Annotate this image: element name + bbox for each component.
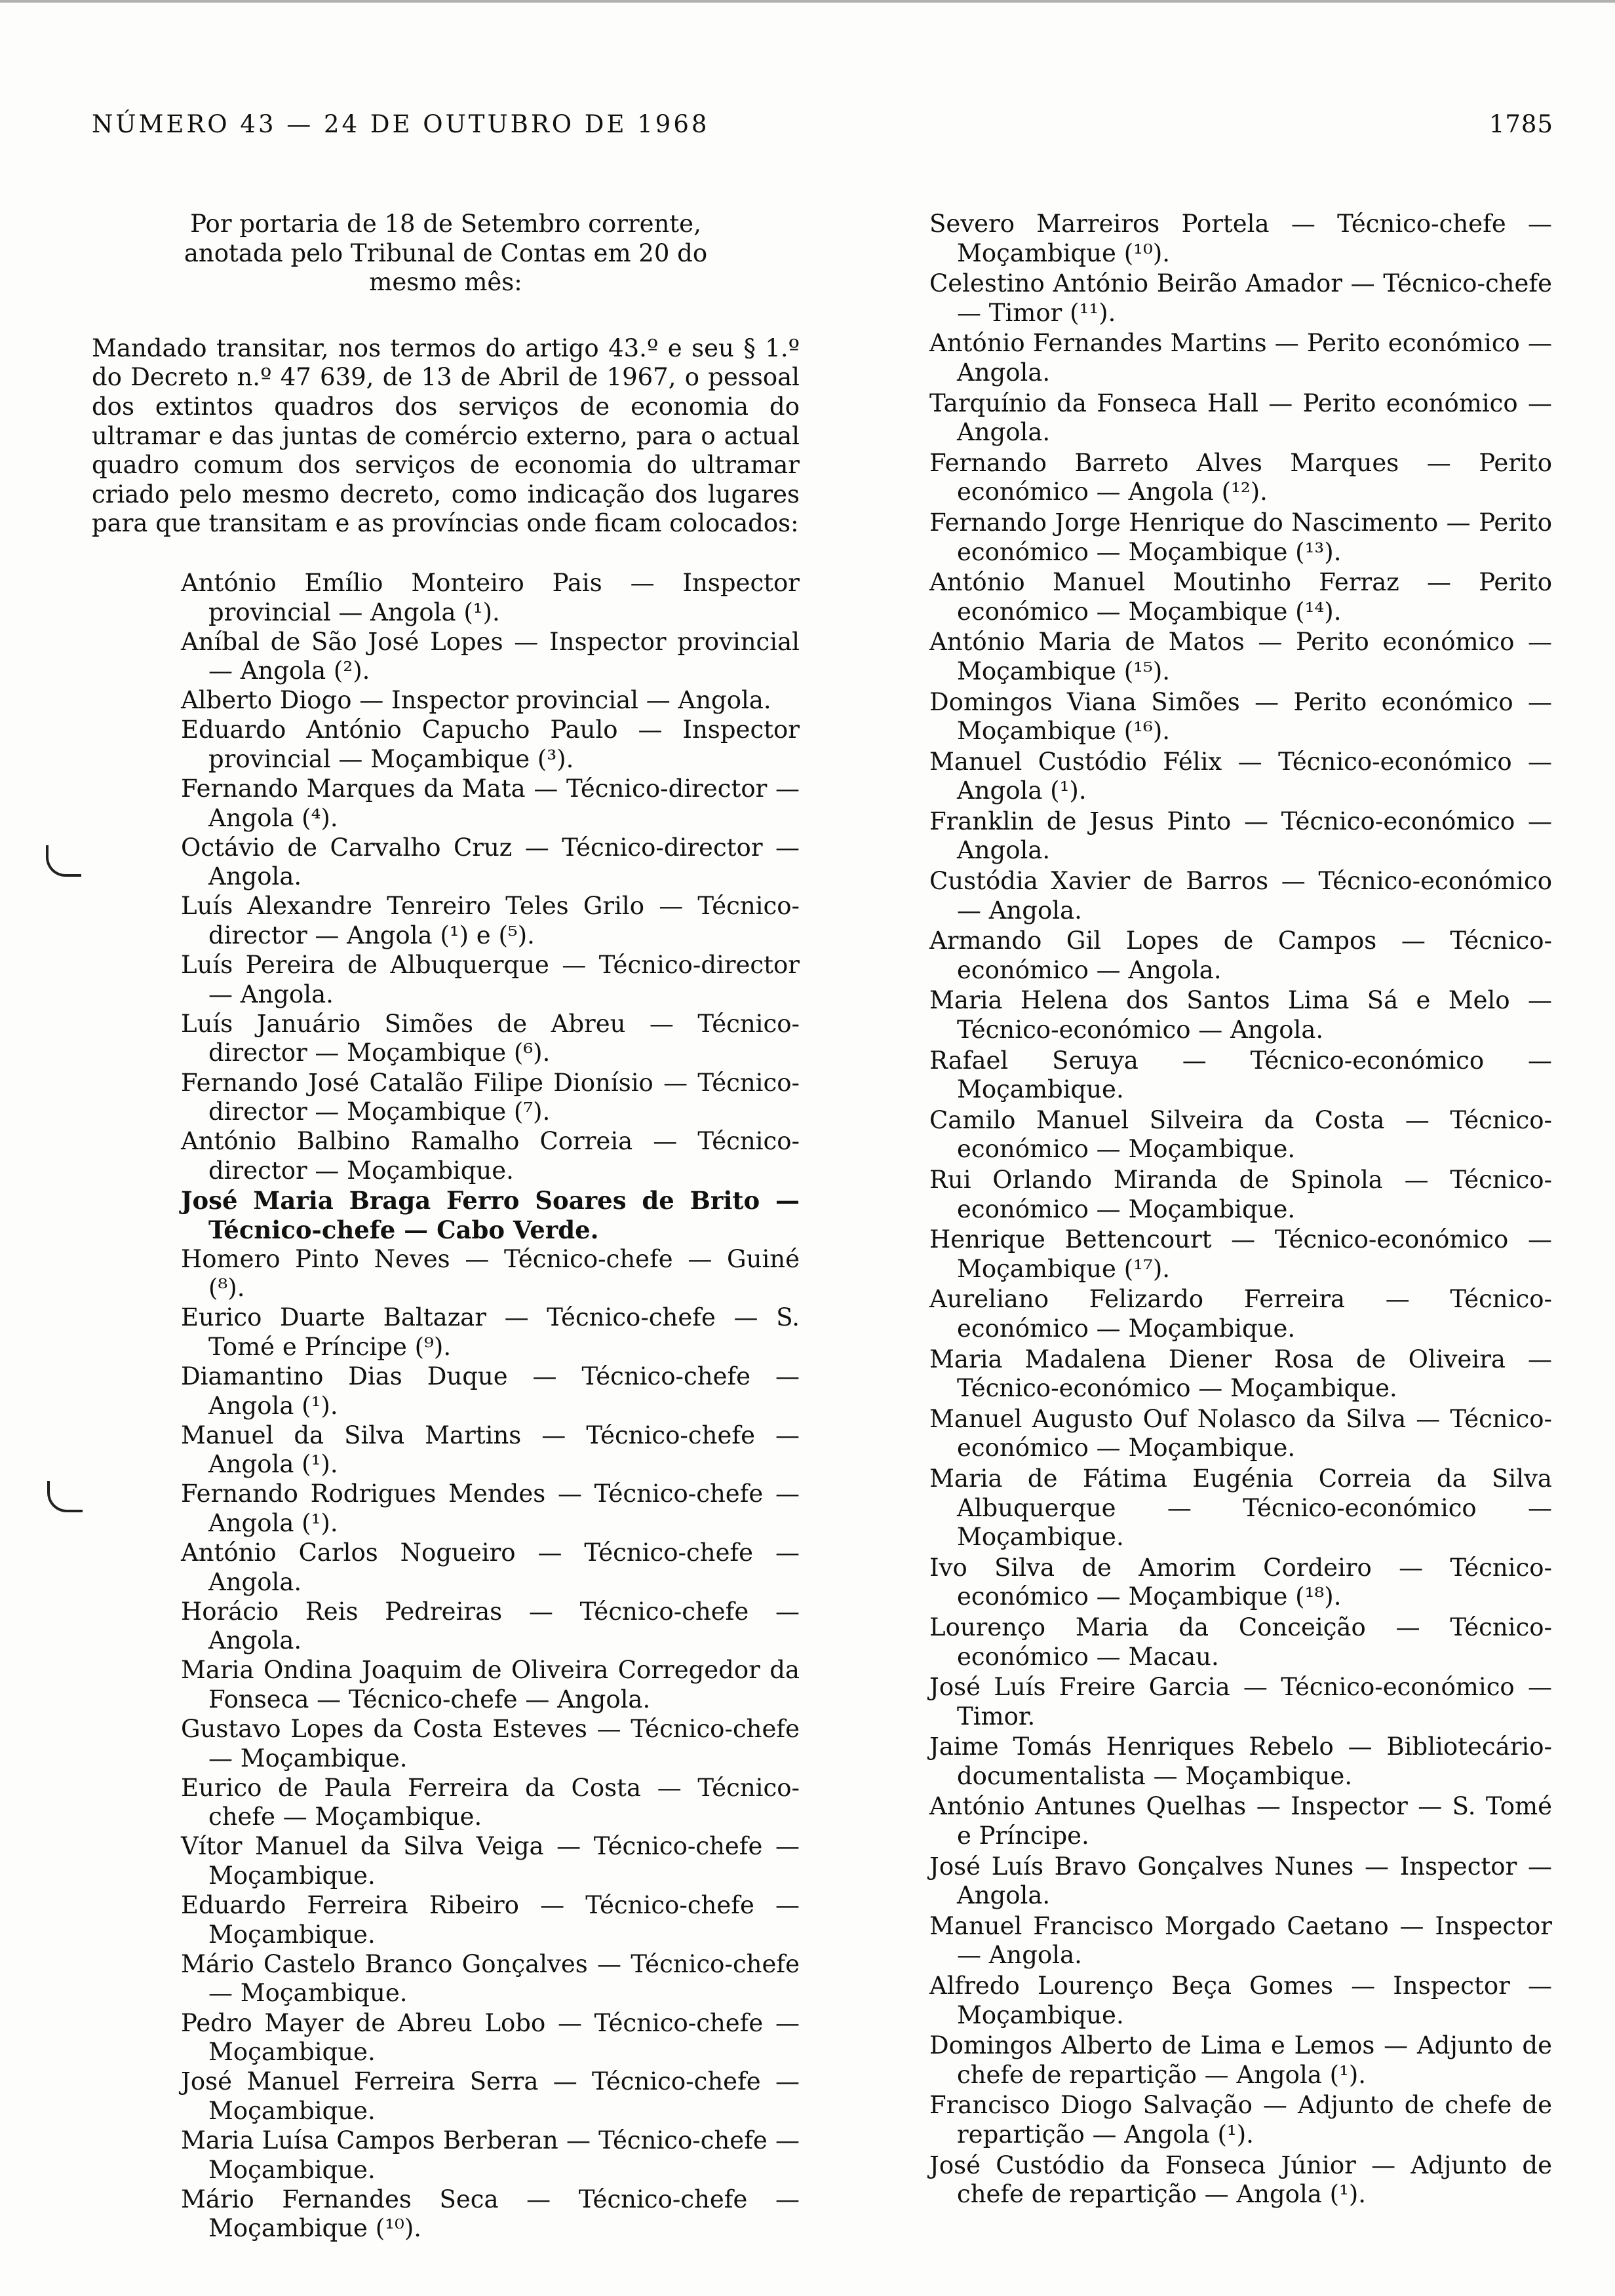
list-item: António Carlos Nogueiro — Técnico-chefe — Angola. xyxy=(181,1539,800,1596)
list-item: Mário Castelo Branco Gonçalves — Técnico-chefe — Moçambique. xyxy=(181,1949,800,2008)
list-item: Manuel Custódio Félix — Técnico-económico — Angola (¹). xyxy=(929,747,1552,805)
list-item: José Luís Freire Garcia — Técnico-económico — Timor. xyxy=(929,1673,1552,1731)
list-item: Domingos Alberto de Lima e Lemos — Adjunto de chefe de repartição — Angola (¹). xyxy=(929,2031,1552,2089)
list-item: Tarquínio da Fonseca Hall — Perito económico — Angola. xyxy=(929,389,1552,447)
list-item: Vítor Manuel da Silva Veiga — Técnico-chefe — Moçambique. xyxy=(181,1832,800,1890)
left-column xyxy=(92,210,800,2244)
list-item: Franklin de Jesus Pinto — Técnico-económico — Angola. xyxy=(929,807,1552,865)
list-item: José Custódio da Fonseca Júnior — Adjunto de chefe de repartição — Angola (¹). xyxy=(929,2151,1552,2209)
list-item: Manuel da Silva Martins — Técnico-chefe — Angola (¹). xyxy=(181,1421,800,1479)
list-item: António Manuel Moutinho Ferraz — Perito económico — Moçambique (¹⁴). xyxy=(929,568,1552,626)
list-item: Gustavo Lopes da Costa Esteves — Técnico-chefe — Moçambique. xyxy=(181,1715,800,1772)
list-item: António Antunes Quelhas — Inspector — S. Tomé e Príncipe. xyxy=(929,1792,1552,1850)
list-item: Lourenço Maria da Conceição — Técnico-económico — Macau. xyxy=(929,1613,1552,1671)
list-item: Manuel Augusto Ouf Nolasco da Silva — Técnico-económico — Moçambique. xyxy=(929,1404,1552,1463)
list-item: Mário Fernandes Seca — Técnico-chefe — Moçambique (¹⁰). xyxy=(181,2185,800,2243)
list-item: Armando Gil Lopes de Campos — Técnico-económico — Angola. xyxy=(929,927,1552,984)
list-item: José Luís Bravo Gonçalves Nunes — Inspector — Angola. xyxy=(929,1852,1552,1910)
list-item: José Maria Braga Ferro Soares de Brito — Técnico-chefe — Cabo Verde. xyxy=(181,1185,800,1244)
list-item: Rafael Seruya — Técnico-económico — Moçambique. xyxy=(929,1046,1552,1104)
list-item: Maria Luísa Campos Berberan — Técnico-chefe — Moçambique. xyxy=(181,2126,800,2184)
list-item: Severo Marreiros Portela — Técnico-chefe — Moçambique (¹⁰). xyxy=(929,210,1552,267)
portaria-body: Mandado transitar, nos termos do artigo 43.º e seu § 1.º do Decreto n.º 47 639, de 13 de Abril de 1967, o pessoal dos extintos quadros dos serviços de economia do ultramar e das juntas de comércio externo, para o actual quadro comum dos serviços de economia do ultramar criado pelo mesmo decreto, como indicação dos lugares para que transitam e as províncias onde ficam colocados: xyxy=(92,334,800,538)
list-item: Luís Pereira de Albuquerque — Técnico-director — Angola. xyxy=(181,951,800,1008)
list-item: Maria Ondina Joaquim de Oliveira Corregedor da Fonseca — Técnico-chefe — Angola. xyxy=(181,1656,800,1713)
list-item: Manuel Francisco Morgado Caetano — Inspector — Angola. xyxy=(929,1911,1552,1970)
list-item: Francisco Diogo Salvação — Adjunto de chefe de repartição — Angola (¹). xyxy=(929,2091,1552,2149)
list-item: António Maria de Matos — Perito económico — Moçambique (¹⁵). xyxy=(929,628,1552,685)
list-item: Fernando Barreto Alves Marques — Perito económico — Angola (¹²). xyxy=(929,448,1552,507)
issue-title: NÚMERO 43 — 24 DE OUTUBRO DE 1968 xyxy=(92,110,710,138)
right-entry-list xyxy=(929,210,1552,2210)
top-rule xyxy=(0,0,1615,3)
portaria-intro: Por portaria de 18 de Setembro corrente, anotada pelo Tribunal de Contas em 20 do mesmo mês: xyxy=(184,210,708,297)
list-item: José Manuel Ferreira Serra — Técnico-chefe — Moçambique. xyxy=(181,2067,800,2125)
page-number: 1785 xyxy=(1489,110,1553,138)
list-item: Eurico de Paula Ferreira da Costa — Técnico-chefe — Moçambique. xyxy=(181,1773,800,1831)
right-column xyxy=(929,210,1552,2211)
list-item: Custódia Xavier de Barros — Técnico-económico — Angola. xyxy=(929,867,1552,925)
list-item: Fernando Rodrigues Mendes — Técnico-chefe — Angola (¹). xyxy=(181,1480,800,1537)
list-item: Domingos Viana Simões — Perito económico — Moçambique (¹⁶). xyxy=(929,687,1552,746)
list-item: Fernando Marques da Mata — Técnico-director — Angola (⁴). xyxy=(181,775,800,832)
list-item: Henrique Bettencourt — Técnico-económico — Moçambique (¹⁷). xyxy=(929,1225,1552,1283)
list-item: Maria Madalena Diener Rosa de Oliveira — Técnico-económico — Moçambique. xyxy=(929,1345,1552,1403)
list-item: Fernando José Catalão Filipe Dionísio — Técnico-director — Moçambique (⁷). xyxy=(181,1068,800,1126)
list-item: Eurico Duarte Baltazar — Técnico-chefe — S. Tomé e Príncipe (⁹). xyxy=(181,1303,800,1361)
margin-hole-mark xyxy=(46,845,81,877)
list-item: Octávio de Carvalho Cruz — Técnico-director — Angola. xyxy=(181,833,800,891)
list-item: Alfredo Lourenço Beça Gomes — Inspector — Moçambique. xyxy=(929,1972,1552,2029)
list-item: Luís Alexandre Tenreiro Teles Grilo — Técnico-director — Angola (¹) e (⁵). xyxy=(181,892,800,950)
list-item: Homero Pinto Neves — Técnico-chefe — Guiné (⁸). xyxy=(181,1244,800,1303)
page-header xyxy=(92,110,1553,149)
margin-hole-mark xyxy=(47,1481,83,1512)
list-item: Horácio Reis Pedreiras — Técnico-chefe — Angola. xyxy=(181,1597,800,1655)
list-item: Maria Helena dos Santos Lima Sá e Melo — Técnico-económico — Angola. xyxy=(929,986,1552,1044)
list-item: Ivo Silva de Amorim Cordeiro — Técnico-económico — Moçambique (¹⁸). xyxy=(929,1553,1552,1611)
left-entry-list xyxy=(181,569,800,2244)
list-item: Camilo Manuel Silveira da Costa — Técnico-económico — Moçambique. xyxy=(929,1105,1552,1164)
list-item: Aureliano Felizardo Ferreira — Técnico-económico — Moçambique. xyxy=(929,1285,1552,1343)
list-item: António Fernandes Martins — Perito económico — Angola. xyxy=(929,329,1552,387)
list-item: Alberto Diogo — Inspector provincial — Angola. xyxy=(181,686,771,715)
list-item: Jaime Tomás Henriques Rebelo — Bibliotecário-documentalista — Moçambique. xyxy=(929,1732,1552,1790)
list-item: Celestino António Beirão Amador — Técnico-chefe — Timor (¹¹). xyxy=(929,269,1552,327)
list-item: António Emílio Monteiro Pais — Inspector provincial — Angola (¹). xyxy=(181,568,800,626)
list-item: Fernando Jorge Henrique do Nascimento — Perito económico — Moçambique (¹³). xyxy=(929,508,1552,566)
list-item: Aníbal de São José Lopes — Inspector provincial — Angola (²). xyxy=(181,627,800,685)
list-item: Maria de Fátima Eugénia Correia da Silva Albuquerque — Técnico-económico — Moçambique. xyxy=(929,1464,1552,1552)
list-item: Eduardo António Capucho Paulo — Inspector provincial — Moçambique (³). xyxy=(181,716,800,773)
list-item: Rui Orlando Miranda de Spinola — Técnico-económico — Moçambique. xyxy=(929,1166,1552,1223)
list-item: António Balbino Ramalho Correia — Técnico-director — Moçambique. xyxy=(181,1127,800,1185)
list-item: Luís Januário Simões de Abreu — Técnico-director — Moçambique (⁶). xyxy=(181,1009,800,1067)
list-item: Pedro Mayer de Abreu Lobo — Técnico-chefe — Moçambique. xyxy=(181,2008,800,2067)
list-item: Diamantino Dias Duque — Técnico-chefe — Angola (¹). xyxy=(181,1362,800,1420)
list-item: Eduardo Ferreira Ribeiro — Técnico-chefe — Moçambique. xyxy=(181,1891,800,1949)
